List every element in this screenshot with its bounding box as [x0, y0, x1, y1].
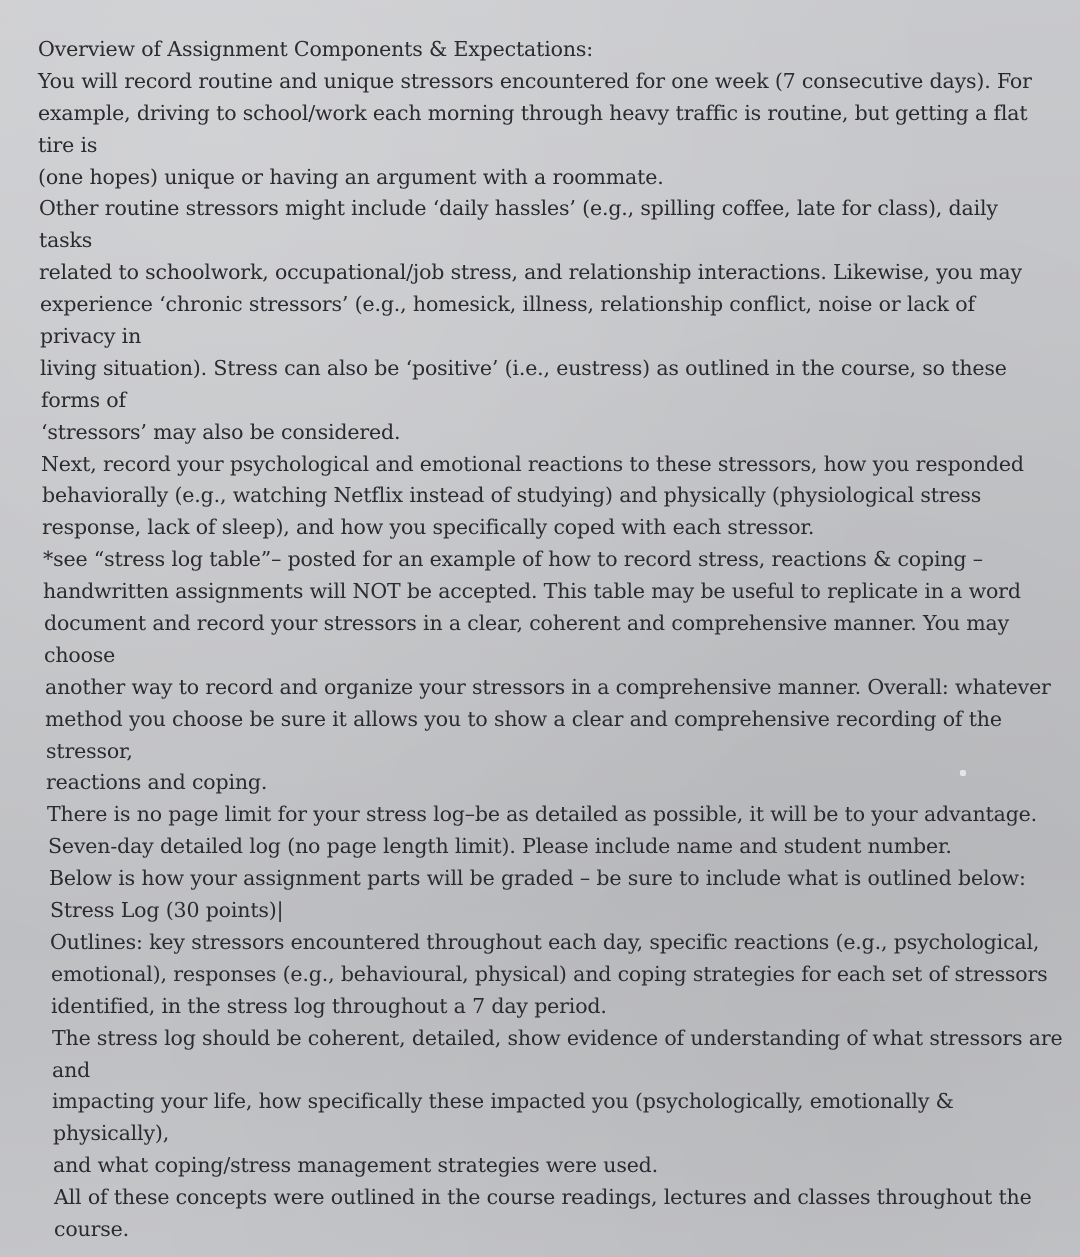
- text-line: Below is how your assignment parts will be graded – be sure to include what is outlined below:: [49, 866, 1026, 891]
- text-line: behaviorally (e.g., watching Netflix instead of studying) and physically (physiological stress: [42, 483, 982, 508]
- text-line: handwritten assignments will NOT be accepted. This table may be useful to replicate in a word: [43, 579, 1021, 604]
- text-line: emotional), responses (e.g., behavioural, physical) and coping strategies for each set of stressors: [51, 961, 1048, 986]
- text-line: another way to record and organize your stressors in a comprehensive manner. Overall: whatever: [45, 674, 1051, 699]
- text-line: tire is: [38, 132, 98, 157]
- text-line: response, lack of sleep), and how you specifically coped with each stressor.: [42, 515, 815, 540]
- text-line: forms of: [41, 387, 126, 412]
- text-line: (one hopes) unique or having an argument with a roommate.: [38, 164, 664, 189]
- text-line: choose: [44, 642, 116, 667]
- text-line: document and record your stressors in a clear, coherent and comprehensive manner. You may: [44, 611, 1010, 636]
- text-line: privacy in: [40, 324, 142, 349]
- text-line: The stress log should be coherent, detailed, show evidence of understanding of what stressors are: [52, 1025, 1063, 1050]
- text-line: There is no page limit for your stress log–be as detailed as possible, it will be to your advantage.: [47, 802, 1038, 827]
- text-line: method you choose be sure it allows you to show a clear and comprehensive recording of the: [45, 706, 1002, 731]
- text-line: Outlines: key stressors encountered throughout each day, specific reactions (e.g., psychological,: [50, 929, 1040, 954]
- text-line: Seven-day detailed log (no page length limit). Please include name and student number.: [48, 834, 952, 859]
- text-line: experience ‘chronic stressors’ (e.g., homesick, illness, relationship conflict, noise or lack of: [40, 292, 975, 317]
- text-line: related to schoolwork, occupational/job stress, and relationship interactions. Likewise, you may: [39, 260, 1022, 285]
- text-line: identified, in the stress log throughout a 7 day period.: [51, 993, 607, 1018]
- text-line: and: [52, 1057, 91, 1082]
- text-line: All of these concepts were outlined in the course readings, lectures and classes throughout the: [54, 1185, 1032, 1210]
- text-line: impacting your life, how specifically these impacted you (psychologically, emotionally &: [52, 1089, 954, 1114]
- section-heading: Stress Log (30 points)|: [50, 898, 284, 923]
- text-line: living situation). Stress can also be ‘positive’ (i.e., eustress) as outlined in the course, so these: [40, 355, 1007, 380]
- text-line: Other routine stressors might include ‘daily hassles’ (e.g., spilling coffee, late for class), daily: [39, 196, 998, 221]
- text-line: reactions and coping.: [46, 770, 268, 795]
- paper-speck: [960, 770, 966, 776]
- text-line: course.: [54, 1216, 129, 1241]
- text-line: physically),: [53, 1121, 170, 1146]
- text-line: tasks: [39, 228, 93, 253]
- document-text: [38, 34, 1063, 1246]
- text-line: *see “stress log table”– posted for an example of how to record stress, reactions & coping –: [43, 547, 983, 572]
- text-line: ‘stressors’ may also be considered.: [41, 419, 401, 444]
- text-line: and what coping/stress management strategies were used.: [53, 1153, 659, 1178]
- text-line: example, driving to school/work each morning through heavy traffic is routine, but getting a flat: [38, 100, 1028, 125]
- text-line: stressor,: [46, 738, 133, 763]
- document-title: Overview of Assignment Components & Expectations:: [38, 37, 593, 61]
- text-line: You will record routine and unique stressors encountered for one week (7 consecutive days). For: [38, 68, 1032, 93]
- text-line: Next, record your psychological and emotional reactions to these stressors, how you responded: [41, 451, 1024, 476]
